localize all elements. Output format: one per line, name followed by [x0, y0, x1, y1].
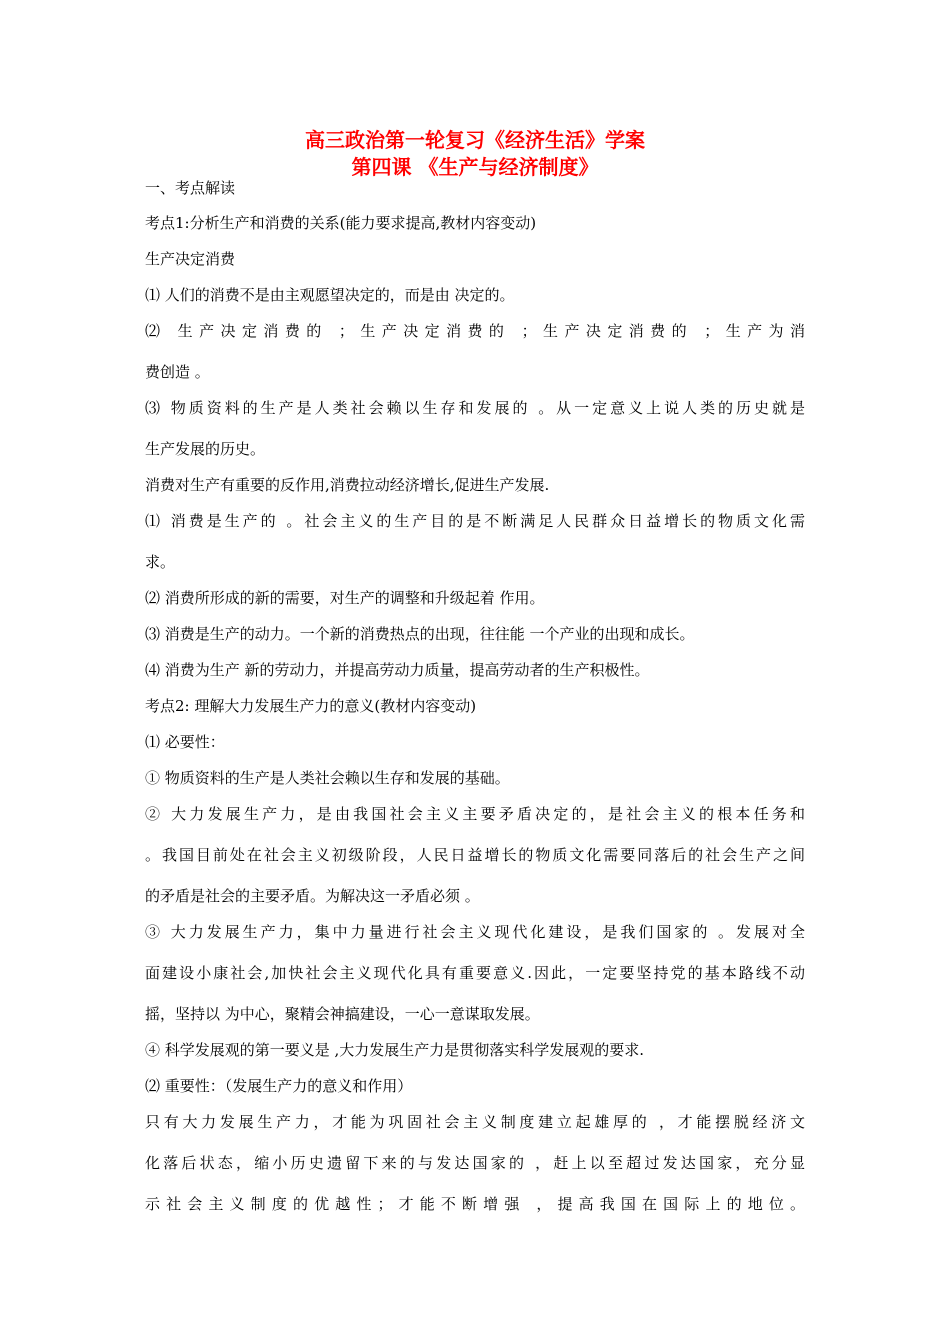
paragraph-line: 面建设小康社会,加快社会主义现代化具有重要意义.因此，一定要坚持党的基本路线不动 — [145, 964, 805, 982]
paragraph-line: ③ 大力发展生产力，集中力量进行社会主义现代化建设，是我们国家的 。发展对全 — [145, 923, 805, 941]
exam-point-1: 考点1:分析生产和消费的关系(能力要求提高,教材内容变动) — [145, 214, 537, 232]
subheading: 生产决定消费 — [145, 250, 236, 268]
paragraph-line: 的矛盾是社会的主要矛盾。为解决这一矛盾必须 。 — [145, 887, 480, 905]
paragraph-line: ① 物质资料的生产是人类社会赖以生存和发展的基础。 — [145, 769, 510, 787]
exam-point-2: 考点2: 理解大力发展生产力的意义(教材内容变动) — [145, 697, 477, 715]
paragraph-line: 费创造 。 — [145, 363, 210, 381]
paragraph-line: ② 大力发展生产力，是由我国社会主义主要矛盾决定的，是社会主义的根本任务和 — [145, 805, 805, 823]
paragraph-line: ④ 科学发展观的第一要义是 ,大力发展生产力是贯彻落实科学发展观的要求. — [145, 1041, 645, 1059]
paragraph-line: 示社会主义制度的优越性；才能不断增强 ，提高我国在国际上的地位。 — [145, 1195, 805, 1213]
paragraph-line: ⑷ 消费为生产 新的劳动力，并提高劳动力质量，提高劳动者的生产积极性。 — [145, 661, 650, 679]
doc-subtitle: 第四课 《生产与经济制度》 — [351, 155, 599, 179]
paragraph-line: ⑴ 消费是生产的 。社会主义的生产目的是不断满足人民群众日益增长的物质文化需 — [145, 512, 805, 530]
paragraph-line: ⑶ 消费是生产的动力。一个新的消费热点的出现，往往能 一个产业的出现和成长。 — [145, 625, 695, 643]
subheading: 消费对生产有重要的反作用,消费拉动经济增长,促进生产发展. — [145, 476, 550, 494]
doc-title: 高三政治第一轮复习《经济生活》学案 — [305, 128, 645, 152]
paragraph-line: 摇，坚持以 为中心，聚精会神搞建设，一心一意谋取发展。 — [145, 1005, 540, 1023]
subheading: ⑴ 必要性： — [145, 733, 225, 751]
paragraph-line: 只有大力发展生产力，才能为巩固社会主义制度建立起雄厚的 ，才能摆脱经济文 — [145, 1113, 805, 1131]
paragraph-line: ⑵ 消费所形成的新的需要，对生产的调整和升级起着 作用。 — [145, 589, 545, 607]
paragraph-line: ⑴ 人们的消费不是由主观愿望决定的，而是由 决定的。 — [145, 286, 515, 304]
paragraph-line: 生产发展的历史。 — [145, 440, 266, 458]
paragraph-line: 。我国目前处在社会主义初级阶段，人民日益增长的物质文化需要同落后的社会生产之间 — [145, 846, 805, 864]
subheading: ⑵ 重要性：（发展生产力的意义和作用） — [145, 1077, 413, 1095]
paragraph-line: 化落后状态，缩小历史遗留下来的与发达国家的 ，赶上以至超过发达国家，充分显 — [145, 1154, 805, 1172]
paragraph-line: ⑶ 物质资料的生产是人类社会赖以生存和发展的 。从一定意义上说人类的历史就是 — [145, 399, 805, 417]
paragraph-line: ⑵ 生产决定消费的 ；生产决定消费的 ；生产决定消费的 ；生产为消 — [145, 322, 805, 340]
section-heading: 一、考点解读 — [145, 179, 236, 197]
paragraph-line: 求。 — [145, 553, 176, 571]
